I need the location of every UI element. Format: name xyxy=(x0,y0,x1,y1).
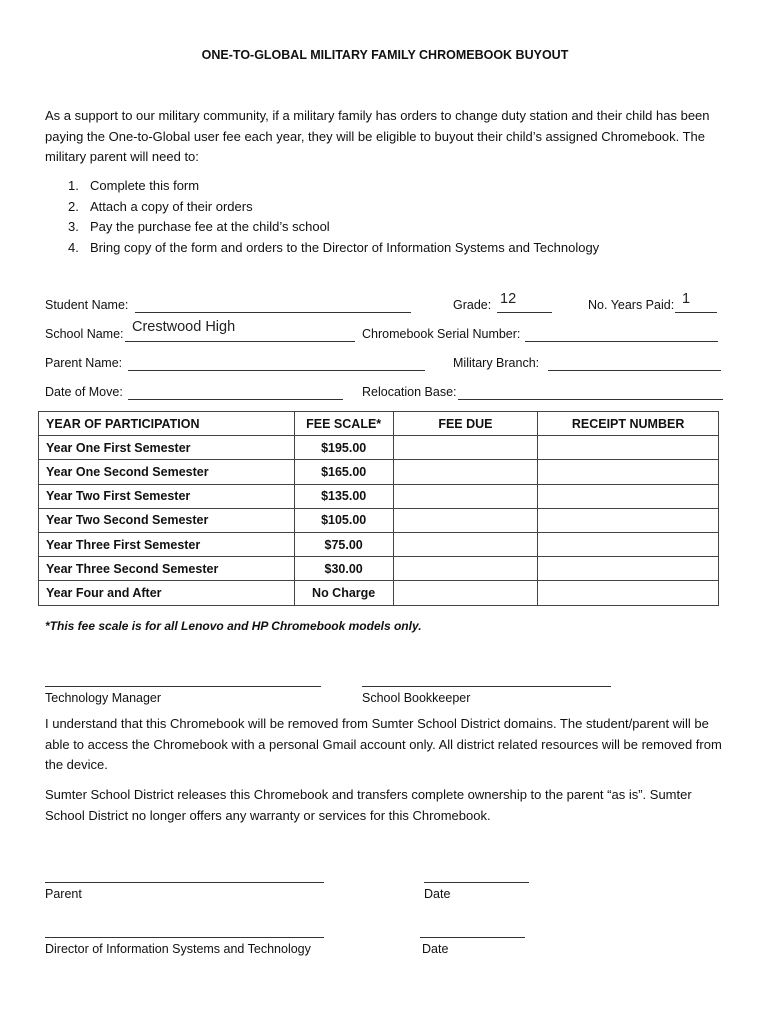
receipt-cell[interactable] xyxy=(538,484,719,508)
table-row xyxy=(39,460,719,484)
table-row xyxy=(39,484,719,508)
fee-cell: $195.00 xyxy=(294,436,393,460)
period-cell: Year Three Second Semester xyxy=(39,557,295,581)
fee-cell: No Charge xyxy=(294,581,393,605)
list-item xyxy=(68,238,599,259)
relocation-base-label: Relocation Base: xyxy=(362,385,457,399)
director-signature-line[interactable] xyxy=(45,937,324,938)
table-header-row xyxy=(39,412,719,436)
parent-name-field[interactable] xyxy=(128,356,425,371)
period-cell: Year Three First Semester xyxy=(39,532,295,556)
list-text: Complete this form xyxy=(90,178,200,193)
period-cell: Year Two Second Semester xyxy=(39,508,295,532)
table-row xyxy=(39,557,719,581)
steps-list xyxy=(68,176,599,258)
fee-due-cell[interactable] xyxy=(393,460,538,484)
school-name-value: Crestwood High xyxy=(132,319,236,335)
relocation-base-field[interactable] xyxy=(458,385,723,400)
list-number: 3. xyxy=(68,219,79,234)
director-date-label: Date xyxy=(422,942,449,956)
parent-date-line[interactable] xyxy=(424,882,529,883)
student-name-field[interactable] xyxy=(135,298,411,313)
military-branch-label: Military Branch: xyxy=(453,356,540,370)
parent-date-label: Date xyxy=(424,887,451,901)
fee-table xyxy=(38,411,719,606)
receipt-cell[interactable] xyxy=(538,557,719,581)
list-number: 2. xyxy=(68,198,79,214)
school-name-field[interactable] xyxy=(125,319,355,342)
bookkeeper-label: School Bookkeeper xyxy=(362,691,471,705)
header-fee-scale: FEE SCALE* xyxy=(294,412,393,436)
school-name-label: School Name: xyxy=(45,327,124,341)
receipt-cell[interactable] xyxy=(538,581,719,605)
serial-number-field[interactable] xyxy=(525,327,718,342)
fee-due-cell[interactable] xyxy=(393,532,538,556)
period-cell: Year Four and After xyxy=(39,581,295,605)
list-number: 1. xyxy=(68,178,79,193)
date-of-move-label: Date of Move: xyxy=(45,385,123,399)
director-signature-label: Director of Information Systems and Technology xyxy=(45,942,311,956)
receipt-cell[interactable] xyxy=(538,436,719,460)
list-text: Bring copy of the form and orders to the Director of Information Systems and Technology xyxy=(90,239,600,255)
receipt-cell[interactable] xyxy=(538,532,719,556)
grade-value: 12 xyxy=(500,291,517,307)
years-paid-value: 1 xyxy=(682,291,691,307)
fee-due-cell[interactable] xyxy=(393,581,538,605)
student-name-label: Student Name: xyxy=(45,298,129,312)
table-row xyxy=(39,581,719,605)
receipt-cell[interactable] xyxy=(538,460,719,484)
parent-signature-label: Parent xyxy=(45,887,82,901)
header-fee-due: FEE DUE xyxy=(393,412,538,436)
release-paragraph: Sumter School District releases this Chromebook and transfers complete ownership to the parent “as is”. Sumter School District no longer offers any warranty or services for this Chromebook. xyxy=(45,787,692,823)
list-item xyxy=(68,176,599,197)
period-cell: Year One First Semester xyxy=(39,436,295,460)
years-paid-label: No. Years Paid: xyxy=(588,298,675,312)
parent-name-label: Parent Name: xyxy=(45,356,123,370)
grade-label: Grade: xyxy=(453,298,492,312)
fee-due-cell[interactable] xyxy=(393,484,538,508)
table-row xyxy=(39,436,719,460)
header-receipt: RECEIPT NUMBER xyxy=(538,412,719,436)
fee-due-cell[interactable] xyxy=(393,508,538,532)
fee-due-cell[interactable] xyxy=(393,557,538,581)
list-text: Attach a copy of their orders xyxy=(90,198,253,214)
header-year: YEAR OF PARTICIPATION xyxy=(39,412,295,436)
tech-manager-label: Technology Manager xyxy=(45,691,162,705)
fee-cell: $135.00 xyxy=(294,484,393,508)
fee-cell: $165.00 xyxy=(294,460,393,484)
page-title: ONE-TO-GLOBAL MILITARY FAMILY CHROMEBOOK BUYOUT xyxy=(201,48,569,62)
list-item xyxy=(68,197,599,218)
years-paid-field[interactable] xyxy=(675,291,717,313)
period-cell: Year One Second Semester xyxy=(39,460,295,484)
table-row xyxy=(39,532,719,556)
fee-cell: $30.00 xyxy=(294,557,393,581)
intro-paragraph: As a support to our military community, if a military family has orders to change duty station and their child has been paying the One-to-Global user fee each year, they will be eligible to buyout their child’s assigned Chromebook. The military parent will need to: xyxy=(45,108,710,164)
period-cell: Year Two First Semester xyxy=(39,484,295,508)
table-row xyxy=(39,508,719,532)
fee-cell: $105.00 xyxy=(294,508,393,532)
understand-paragraph: I understand that this Chromebook will be removed from Sumter School District domains. The student/parent will be able to access the Chromebook with a personal Gmail account only. All district related resources will be removed from the device. xyxy=(45,716,722,772)
fee-due-cell[interactable] xyxy=(393,436,538,460)
list-text: Pay the purchase fee at the child’s school xyxy=(90,219,330,234)
date-of-move-field[interactable] xyxy=(128,385,343,400)
fee-scale-note: *This fee scale is for all Lenovo and HP Chromebook models only. xyxy=(45,619,422,633)
list-item xyxy=(68,217,599,238)
bookkeeper-signature-line[interactable] xyxy=(362,686,611,687)
grade-field[interactable] xyxy=(497,291,552,313)
list-number: 4. xyxy=(68,239,79,255)
serial-number-label: Chromebook Serial Number: xyxy=(362,327,521,341)
fee-cell: $75.00 xyxy=(294,532,393,556)
military-branch-field[interactable] xyxy=(548,356,721,371)
director-date-line[interactable] xyxy=(420,937,525,938)
parent-signature-line[interactable] xyxy=(45,882,324,883)
tech-manager-signature-line[interactable] xyxy=(45,686,321,687)
receipt-cell[interactable] xyxy=(538,508,719,532)
